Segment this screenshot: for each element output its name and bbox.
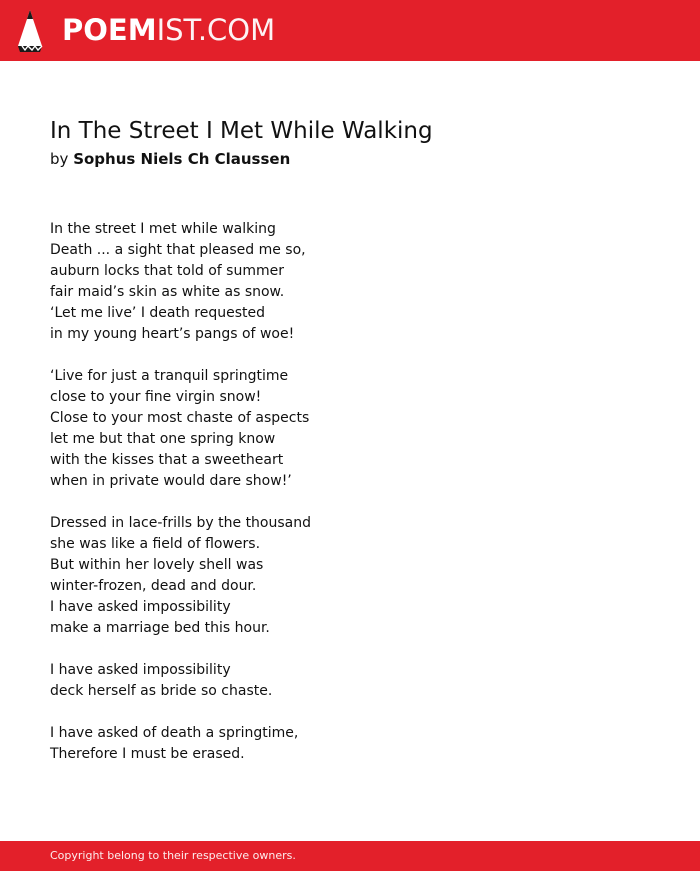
poem-line: In the street I met while walking (50, 221, 276, 237)
poem-title: In The Street I Met While Walking (50, 118, 433, 144)
copyright-notice: Copyright belong to their respective owners. (50, 849, 296, 862)
poem-line: make a marriage bed this hour. (50, 620, 270, 636)
poem-body (50, 219, 311, 786)
poem-line: I have asked impossibility (50, 599, 231, 615)
poem-line: But within her lovely shell was (50, 557, 264, 573)
poem-line: let me but that one spring know (50, 431, 276, 447)
stanza-3 (50, 513, 311, 639)
poem-line: fair maid’s skin as white as snow. (50, 284, 285, 300)
poem-line: Close to your most chaste of aspects (50, 410, 310, 426)
by-prefix: by (50, 150, 69, 168)
author-name[interactable]: Sophus Niels Ch Claussen (73, 150, 291, 168)
poem-line: when in private would dare show!’ (50, 473, 292, 489)
poem-line: close to your fine virgin snow! (50, 389, 262, 405)
poem-line: I have asked of death a springtime, (50, 725, 299, 741)
poem-line: Dressed in lace-frills by the thousand (50, 515, 312, 531)
poem-line: in my young heart’s pangs of woe! (50, 326, 295, 342)
site-logo[interactable] (62, 12, 275, 48)
site-header (0, 0, 700, 61)
poem-line: Death ... a sight that pleased me so, (50, 242, 306, 258)
poem-line: auburn locks that told of summer (50, 263, 284, 279)
poem-line: I have asked impossibility (50, 662, 231, 678)
stanza-5 (50, 723, 311, 765)
poem-line: ‘Live for just a tranquil springtime (50, 368, 289, 384)
brand-light: IST.COM (156, 13, 276, 47)
poem-line: Therefore I must be erased. (50, 746, 245, 762)
brand-bold: POEM (62, 13, 157, 47)
stanza-2 (50, 366, 311, 492)
poem-line: ‘Let me live’ I death requested (50, 305, 266, 321)
stanza-4 (50, 660, 311, 702)
site-footer (0, 841, 700, 871)
poem-line: with the kisses that a sweetheart (50, 452, 284, 468)
poem-line: deck herself as bride so chaste. (50, 683, 273, 699)
pencil-icon[interactable] (17, 10, 43, 52)
byline (50, 149, 290, 169)
poem-line: she was like a field of flowers. (50, 536, 261, 552)
stanza-1 (50, 219, 311, 345)
poem-line: winter-frozen, dead and dour. (50, 578, 257, 594)
